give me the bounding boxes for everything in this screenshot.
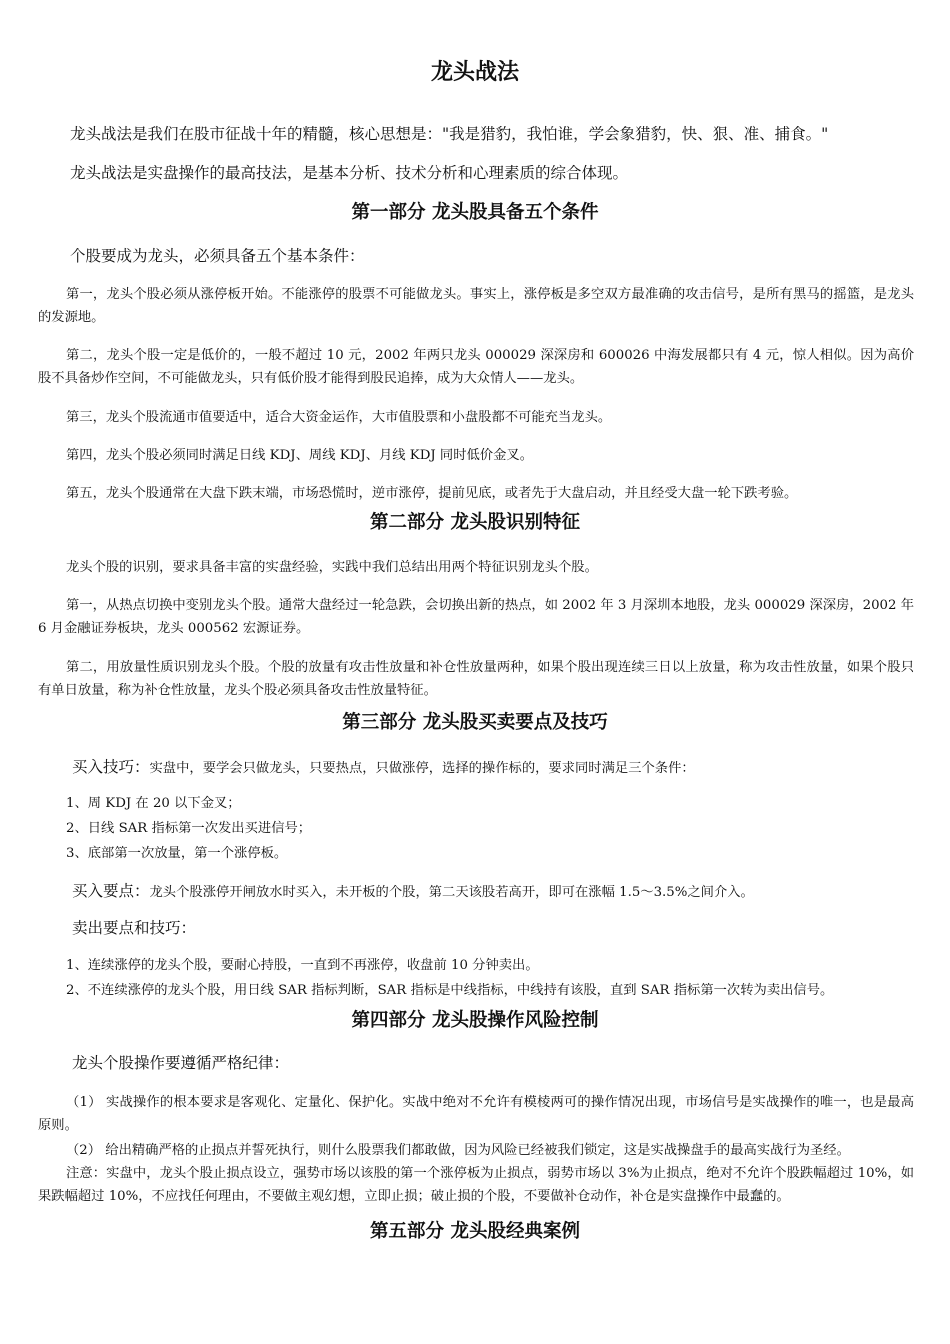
sell-label: 卖出要点和技巧：: [72, 919, 197, 937]
part1-item-5: 第五，龙头个股通常在大盘下跌末端，市场恐慌时，逆市涨停，提前见底，或者先于大盘启动，并且经受大盘一轮下跌考验。: [66, 486, 798, 501]
part2-item-2: 第二，用放量性质识别龙头个股。个股的放量有攻击性放量和补仓性放量两种，如果个股出现连续三日以上放量，称为攻击性放量，如果个股只有单日放量，称为补仓性放量，龙头个股必须具备攻击性放量特征。: [38, 660, 914, 698]
part4-note: 注意：实盘中，龙头个股止损点设立，强势市场以该股的第一个涨停板为止损点，弱势市场以 3%为止损点，绝对不允许个股跌幅超过 10%，如果跌幅超过 10%，不应找任何理由，不要做主观幻想，立即止损；破止损的个股，不要做补仓动作，补仓是实盘操作中最蠢的。: [38, 1166, 914, 1204]
part1-item-3: 第三，龙头个股流通市值要适中，适合大资金运作，大市值股票和小盘股都不可能充当龙头。: [66, 410, 612, 425]
part4-item-2: （2） 给出精确严格的止损点并誓死执行，则什么股票我们都敢做，因为风险已经被我们锁定，这是实战操盘手的最高实战行为圣经。: [66, 1143, 850, 1158]
buy-point-text: 龙头个股涨停开闸放水时买入，未开板的个股，第二天该股若高开，即可在涨幅 1.5～3.5%之间介入。: [149, 885, 754, 900]
part2-item-1: 第一，从热点切换中变别龙头个股。通常大盘经过一轮急跌，会切换出新的热点，如 2002 年 3 月深圳本地股，龙头 000029 深深房，2002 年 6 月金融证券板块，龙头 000562 宏源证券。: [38, 598, 914, 636]
buy-skill-label: 买入技巧：: [72, 758, 150, 776]
buy-point-label: 买入要点：: [72, 882, 150, 900]
part1-item-1: 第一，龙头个股必须从涨停板开始。不能涨停的股票不可能做龙头。事实上，涨停板是多空双方最准确的攻击信号，是所有黑马的摇篮，是龙头的发源地。: [38, 287, 914, 325]
section-heading-part1: 第一部分 龙头股具备五个条件: [351, 202, 599, 223]
buy-skill-paragraph: [72, 755, 695, 781]
section-heading-part4: 第四部分 龙头股操作风险控制: [351, 1010, 599, 1031]
buy-skill-text: 实盘中，要学会只做龙头，只要热点，只做涨停，选择的操作标的，要求同时满足三个条件：: [149, 761, 695, 776]
intro-paragraph-2: 龙头战法是实盘操作的最高技法，是基本分析、技术分析和心理素质的综合体现。: [70, 164, 629, 182]
part1-item-4: 第四，龙头个股必须同时满足日线 KDJ、周线 KDJ、月线 KDJ 同时低价金叉。: [66, 448, 533, 463]
sell-item-2: 2、不连续涨停的龙头个股，用日线 SAR 指标判断，SAR 指标是中线指标，中线持有该股，直到 SAR 指标第一次转为卖出信号。: [66, 983, 834, 998]
sell-item-1: 1、连续涨停的龙头个股，要耐心持股，一直到不再涨停，收盘前 10 分钟卖出。: [66, 958, 539, 973]
buy-condition-3: 3、底部第一次放量，第一个涨停板。: [66, 846, 288, 861]
section-heading-part3: 第三部分 龙头股买卖要点及技巧: [342, 712, 608, 733]
section-heading-part2: 第二部分 龙头股识别特征: [370, 512, 580, 533]
part4-lead: 龙头个股操作要遵循严格纪律：: [72, 1054, 290, 1072]
intro-paragraph-1: 龙头战法是我们在股市征战十年的精髓，核心思想是："我是猎豹，我怕谁，学会象猎豹，快、狠、准、捕食。": [70, 125, 829, 143]
part4-item-1: （1） 实战操作的根本要求是客观化、定量化、保护化。实战中绝对不允许有模棱两可的操作情况出现，市场信号是实战操作的唯一，也是最高原则。: [38, 1095, 914, 1133]
part1-item-2: 第二，龙头个股一定是低价的，一般不超过 10 元，2002 年两只龙头 000029 深深房和 600026 中海发展都只有 4 元，惊人相似。因为高价股不具备炒作空间，不可能做龙头，只有低价股才能得到股民追捧，成为大众情人——龙头。: [38, 348, 914, 386]
part2-lead: 龙头个股的识别，要求具备丰富的实盘经验，实践中我们总结出用两个特征识别龙头个股。: [66, 560, 598, 575]
buy-condition-1: 1、周 KDJ 在 20 以下金叉；: [66, 796, 241, 811]
buy-condition-2: 2、日线 SAR 指标第一次发出买进信号；: [66, 821, 312, 836]
page-title: 龙头战法: [430, 60, 519, 85]
buy-point-paragraph: [72, 879, 754, 905]
part1-lead: 个股要成为龙头，必须具备五个基本条件：: [70, 247, 365, 265]
section-heading-part5: 第五部分 龙头股经典案例: [370, 1221, 580, 1242]
